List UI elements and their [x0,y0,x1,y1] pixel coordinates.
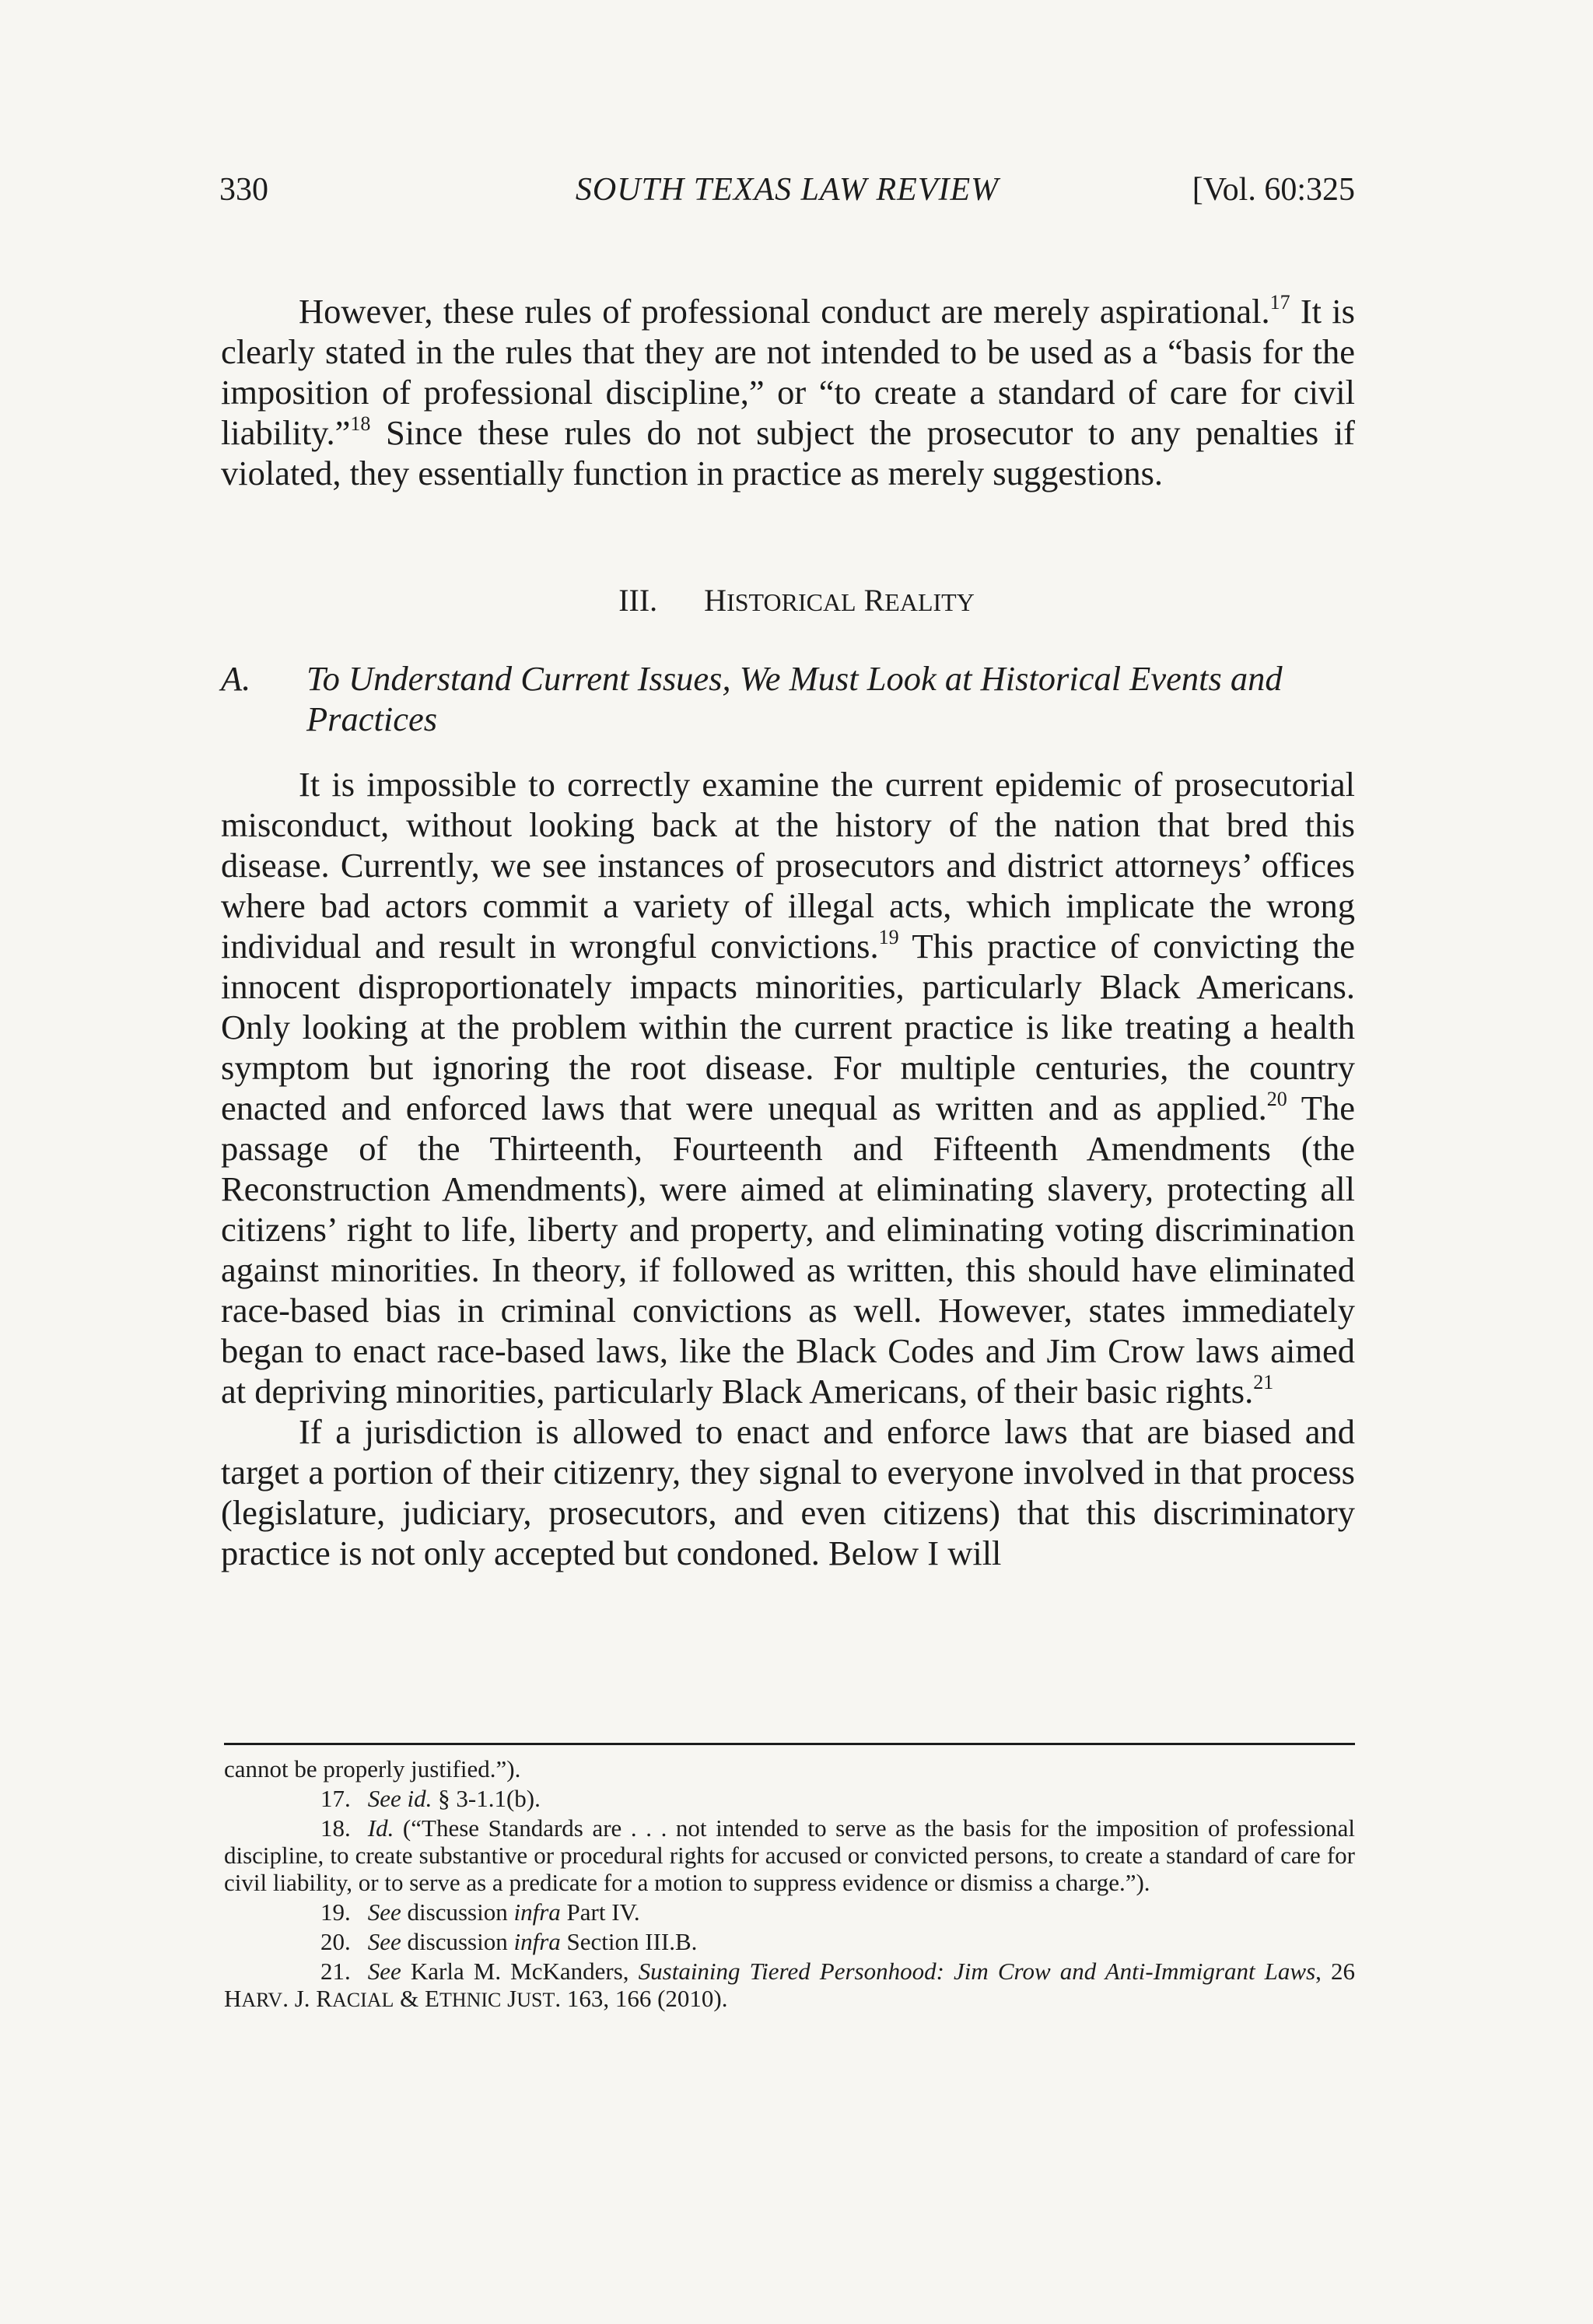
page-header [219,171,1355,218]
footnote-text: . J. R [282,1985,332,2012]
footnote-ref-21[interactable]: 21 [1253,1371,1274,1393]
footnote-text: Part IV. [560,1898,640,1926]
subsection-title: To Understand Current Issues, We Must Look at Historical Events and Practices [306,659,1283,738]
footnote-signal: See [367,1958,401,1985]
footnote-ref-19[interactable]: 19 [878,926,899,948]
footnote-18 [224,1814,1355,1896]
paragraph-text: It is impossible to correctly examine the current epidemic of prosecutorial misconduct, without looking back at the history of the nation that bred this disease. Currently, we see instances of prosecutors and district attorneys’ offices where bad actors commit a variety of illegal acts, which implicate the wrong individual and result in wrongful convictions. [221,765,1355,966]
footnote-text: cannot be properly justified.”). [224,1755,521,1782]
footnote-smallcaps: ACIAL [331,1989,394,2011]
footnote-text: , 26 H [224,1958,1356,2012]
footnote-text: discussion [401,1898,514,1926]
paragraph-aspirational-rules [221,291,1355,493]
footnote-text: Section III.B. [560,1928,698,1955]
section-title-rest: EALITY [884,588,975,616]
footnote-text: J [501,1985,517,2012]
section-number: III. [618,583,658,618]
footnote-smallcaps: UST [516,1989,555,2011]
footnote-text: (“These Standards are . . . not intended to serve as the basis for the imposition of professional discipline, to create substantive or procedural rights for accused or convicted persons, to create a standard of care for civil liability, or to serve as a predicate for a motion to suppress evidence or dismiss a charge.”). [224,1814,1355,1896]
footnote-21 [224,1958,1355,2014]
footnote-20 [224,1928,1355,1955]
paragraph-jurisdiction [221,1411,1355,1573]
footnote-number: 18. [320,1814,351,1842]
volume-citation: [Vol. 60:325 [1192,172,1355,208]
footnote-text: & E [394,1985,439,2012]
footnote-number: 21. [320,1958,351,1985]
paragraph-text: Since these rules do not subject the prosecutor to any penalties if violated, they essentially function in practice as merely suggestions. [221,413,1355,492]
footnote-text: Karla M. McKanders, [401,1958,639,1985]
section-title-letter: H [704,583,727,618]
footnote-number: 19. [320,1898,351,1926]
footnote-ref-20[interactable]: 20 [1266,1088,1287,1110]
footnote-text: discussion [401,1928,514,1955]
subsection-heading [221,658,1355,739]
paragraph-text: It is clearly stated in the rules that they are not intended to be used as a “basis for the imposition of professional discipline,” or “to create a standard of care for civil liability.” [221,292,1355,452]
footnote-signal: See id. [367,1785,432,1812]
footnote-signal: Id. [367,1814,394,1842]
page-number: 330 [219,172,268,208]
footnote-number: 20. [320,1928,351,1955]
footnote-divider [224,1743,1355,1745]
footnote-infra: infra [513,1898,561,1926]
section-heading [0,582,1593,619]
footnotes [224,1755,1355,2016]
paragraph-text: This practice of convicting the innocent disproportionately impacts minorities, particularly Black Americans. Only looking at the problem within the current practice is like treating a health symptom but ignoring the root disease. For multiple centuries, the country enacted and enforced laws that were unequal as written and as applied. [221,927,1355,1127]
paragraphs-historical-reality [221,764,1355,1573]
footnote-19 [224,1898,1355,1926]
footnote-article-title: Sustaining Tiered Personhood: Jim Crow and Anti-Immigrant Laws [638,1958,1316,1985]
footnote-signal: See [367,1928,401,1955]
footnote-ref-18[interactable]: 18 [350,412,371,435]
footnote-text: . 163, 166 (2010). [555,1985,728,2012]
footnote-number: 17. [320,1785,351,1812]
footnote-infra: infra [513,1928,561,1955]
footnote-smallcaps: THNIC [439,1989,502,2011]
journal-title: SOUTH TEXAS LAW REVIEW [575,172,1000,208]
footnote-17 [224,1785,1355,1812]
footnote-continuation [224,1755,1355,1782]
footnote-smallcaps: ARV [241,1989,283,2011]
section-title-letter: R [863,583,885,618]
paragraph-text: If a jurisdiction is allowed to enact and enforce laws that are biased and target a portion of their citizenry, they signal to everyone involved in that process (legislature, judiciary, prosecutors, and even citizens) that this discriminatory practice is not only accepted but condoned. Below I will [221,1412,1355,1572]
paragraph-text: However, these rules of professional conduct are merely aspirational. [299,292,1270,331]
footnote-ref-17[interactable]: 17 [1269,291,1290,314]
footnote-signal: See [367,1898,401,1926]
paragraph-prosecutorial-misconduct [221,764,1355,1411]
subsection-letter: A. [221,659,251,698]
footnote-text: § 3-1.1(b). [432,1785,541,1812]
paragraph-text: The passage of the Thirteenth, Fourteenth and Fifteenth Amendments (the Reconstruction Amendments), were aimed at eliminating slavery, protecting all citizens’ right to life, liberty and property, and eliminating voting discrimination against minorities. In theory, if followed as written, this should have eliminated race-based bias in criminal convictions as well. However, states immediately began to enact race-based laws, like the Black Codes and Jim Crow laws aimed at depriving minorities, particularly Black Americans, of their basic rights. [221,1088,1355,1411]
section-title-rest: ISTORICAL [726,588,856,616]
